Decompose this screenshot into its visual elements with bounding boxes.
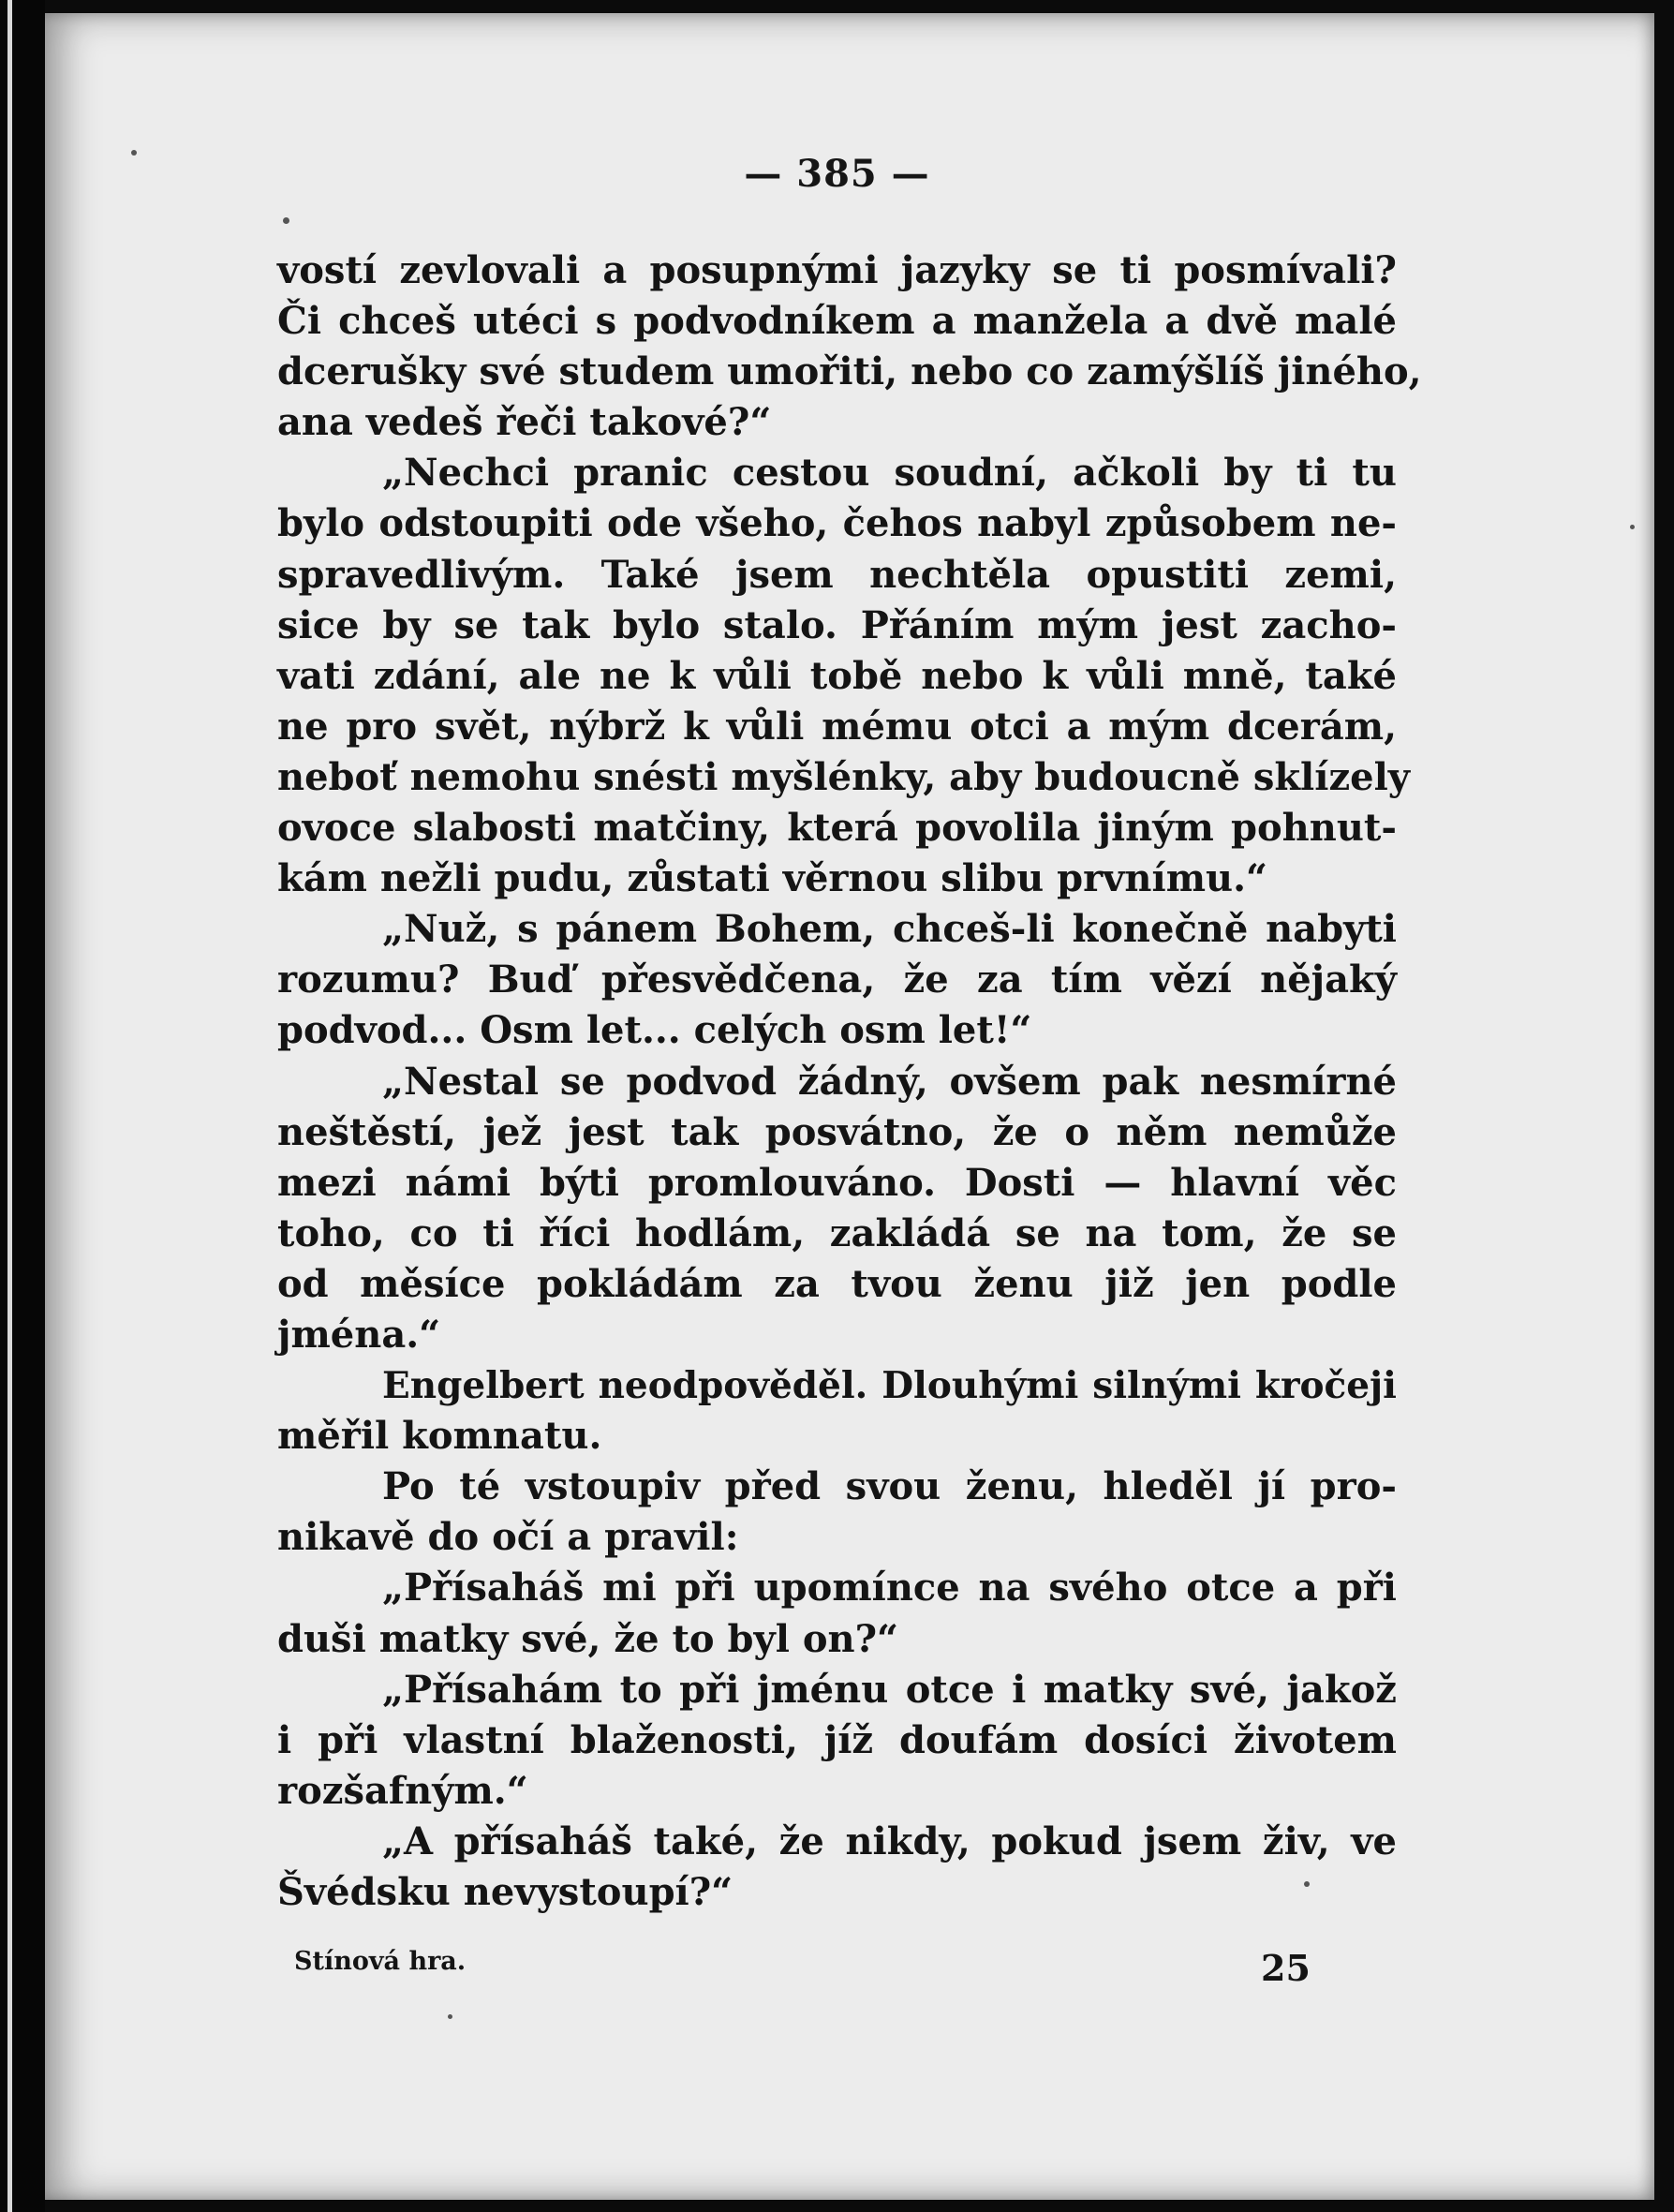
text-line: Po té vstoupiv před svou ženu, hleděl jí pro- (382, 1464, 1397, 1509)
text-line: „Nuž, s pánem Bohem, chceš-li konečně nabyti (382, 907, 1397, 952)
text-line: mezi námi býti promlouváno. Dosti — hlavní věc (277, 1160, 1397, 1205)
text-line: vati zdání, ale ne k vůli tobě nebo k vůli mně, také (277, 653, 1397, 698)
text-line: podvod... Osm let... celých osm let!“ (277, 1008, 1032, 1053)
body-text (277, 245, 1422, 1918)
footer-book-title: Stínová hra. (294, 1947, 467, 1976)
adjacent-page-edge (7, 0, 12, 2212)
text-line: rozumu? Buď přesvědčena, že za tím vězí nějaký (277, 958, 1397, 1002)
text-line: měřil komnatu. (277, 1414, 602, 1459)
left-binding-strip (0, 0, 45, 2212)
footer-signature-number: 25 (1261, 1947, 1311, 1989)
print-speck (448, 2014, 452, 2019)
text-line: Engelbert neodpověděl. Dlouhými silnými kročeji (382, 1364, 1397, 1408)
text-line: rozšafným.“ (277, 1768, 528, 1813)
text-line: ne pro svět, nýbrž k vůli mému otci a mým dcerám, (277, 704, 1397, 749)
print-speck (283, 217, 289, 224)
text-line: nikavě do očí a pravil: (277, 1515, 739, 1560)
text-line: Švédsku nevystoupí?“ (277, 1870, 733, 1914)
text-line: kám nežli pudu, zůstati věrnou slibu prvnímu.“ (277, 856, 1268, 901)
text-line: toho, co ti říci hodlám, zakládá se na tom, že se (277, 1210, 1397, 1255)
text-line: neboť nemohu snésti myšlénky, aby budoucně sklízely (277, 754, 1411, 799)
text-line: „Nestal se podvod žádný, ovšem pak nesmírné (382, 1059, 1397, 1104)
text-line: bylo odstoupiti ode všeho, čehos nabyl způsobem ne- (277, 501, 1397, 546)
text-line: i při vlastní blaženosti, jíž doufám dosíci životem (277, 1717, 1397, 1762)
text-line: „Přísaháš mi při upomínce na svého otce a při (382, 1566, 1397, 1611)
text-line: dcerušky své studem umořiti, nebo co zamýšlíš jiného, (277, 349, 1422, 394)
text-line: vostí zevlovali a posupnými jazyky se ti posmívali? (277, 248, 1397, 292)
text-line: sice by se tak bylo stalo. Přáním mým jest zacho- (277, 602, 1397, 647)
text-line: jména.“ (277, 1312, 441, 1357)
text-line: ovoce slabosti matčiny, která povolila jiným pohnut- (277, 806, 1397, 851)
text-line: ana vedeš řeči takové?“ (277, 400, 772, 445)
text-line: spravedlivým. Také jsem nechtěla opustiti zemi, (277, 552, 1397, 597)
text-line: duši matky své, že to byl on?“ (277, 1616, 899, 1661)
text-line: „Přísahám to při jménu otce i matky své, jakož (382, 1667, 1397, 1712)
page-number: — 385 — (744, 152, 930, 196)
text-line: „A přísaháš také, že nikdy, pokud jsem živ, ve (382, 1819, 1397, 1863)
text-line: neštěstí, jež jest tak posvátno, že o něm nemůže (277, 1109, 1397, 1154)
text-line: Či chceš utéci s podvodníkem a manžela a dvě malé (277, 299, 1397, 344)
text-line: od měsíce pokládám za tvou ženu již jen podle (277, 1261, 1397, 1306)
text-line: „Nechci pranic cestou soudní, ačkoli by ti tu (382, 451, 1397, 496)
print-speck (1630, 525, 1635, 529)
